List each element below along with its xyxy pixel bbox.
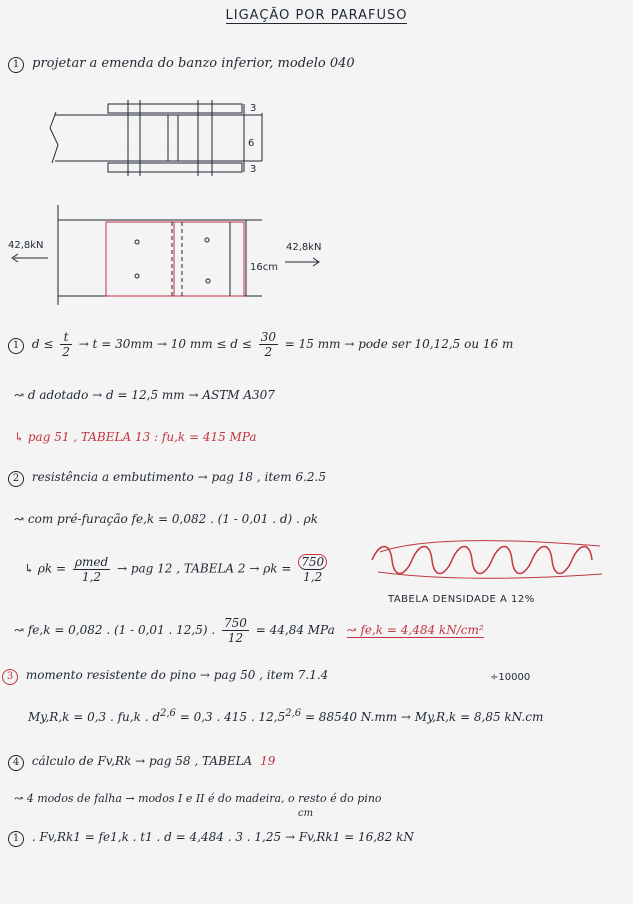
fe-line-b: = 44,84 MPa (255, 623, 335, 637)
exponent-1: 2,6 (160, 708, 176, 719)
fraction-750-over-1-2: $\frac{750}{1,2}$ (298, 554, 327, 584)
step-3-line-2 (28, 708, 543, 724)
section-1-text: projetar a emenda do banzo inferior, modelo 040 (32, 56, 355, 71)
fraction-rho-med: $\frac{\text{ρmed}}{1,2}$ (74, 554, 109, 584)
fraction-750-over-12: $\frac{750}{12}$ (224, 616, 247, 645)
step-3-text: momento resistente do pino → pag 50 , item 7.1.4 (25, 668, 329, 682)
rho-left: ↳ ρk = (24, 561, 67, 576)
step-3-heading (2, 668, 328, 685)
step-1-expr-rest: → t = 30mm → 10 mm ≤ d ≤ (78, 337, 252, 351)
table-19-ref: 19 (260, 754, 276, 768)
step-1-line-3: ↳ pag 51 , TABELA 13 : fu,k = 415 MPa (14, 430, 257, 444)
rho-mid: → pag 12 , TABELA 2 → ρk = (116, 561, 292, 576)
step-2-fe-line (14, 616, 484, 645)
my-rk-substituted: = 0,3 . 415 . 12,5 (179, 710, 286, 724)
step-2-text: resistência a embutimento → pag 18 , item 6.2.5 (31, 470, 326, 484)
page-title: LIGAÇÃO POR PARAFUSO (225, 8, 408, 23)
step-3-number: 3 (2, 669, 18, 685)
step-4-number: 4 (8, 755, 24, 771)
density-table-note: TABELA DENSIDADE A 12% (388, 594, 535, 605)
width-label: 16cm (250, 262, 278, 273)
fraction-30-over-2: $\frac{30}{2}$ (260, 330, 276, 359)
dim-bot-label: 3 (250, 164, 257, 175)
step-1-expr-end: = 15 mm → pode ser 10,12,5 ou 16 m (284, 337, 514, 351)
step-1-line-2: ↝ d adotado → d = 12,5 mm → ASTM A307 (14, 388, 275, 402)
divide-note: ÷10000 (490, 672, 531, 683)
step-4-line-3 (8, 830, 414, 847)
fv-rk1-expr: . Fv,Rk1 = fe1,k . t1 . d = 4,484 . 3 . 1,25 → Fv,Rk1 = 16,82 kN (31, 830, 414, 844)
my-rk-result: = 88540 N.mm → My,R,k = 8,85 kN.cm (304, 710, 544, 724)
fe-line-a: ↝ fe,k = 0,082 . (1 - 0,01 . 12,5) . (14, 623, 216, 637)
step-2-number: 2 (8, 471, 24, 487)
load-left-label: 42,8kN (8, 240, 44, 251)
fraction-t-over-2: $\frac{t}{2}$ (62, 330, 70, 359)
dim-top-label: 3 (250, 103, 257, 114)
dim-mid-label: 6 (248, 138, 255, 149)
step-1-expr-left: d ≤ (31, 337, 54, 351)
step-4-line-2: ↝ 4 modos de falha → modos I e II é do madeira, o resto é do pino (14, 792, 382, 805)
fe-result: ↝ fe,k = 4,484 kN/cm² (346, 623, 484, 637)
step-2-line-2: ↝ com pré-furação fe,k = 0,082 . (1 - 0,01 . d) . ρk (14, 512, 318, 526)
step-1-number: 1 (8, 338, 24, 354)
section-1-number: 1 (8, 57, 24, 73)
my-rk-expr: My,R,k = 0,3 . fu,k . d (28, 710, 160, 724)
crossed-out-scribble (372, 547, 592, 574)
step-4-heading (8, 754, 275, 771)
mode-1-number: 1 (8, 831, 24, 847)
unit-cm-note: cm (298, 808, 314, 819)
step-4-text: cálculo de Fv,Rk → pag 58 , TABELA (31, 754, 253, 768)
load-right-label: 42,8kN (286, 242, 322, 253)
exponent-2: 2,6 (285, 708, 302, 719)
